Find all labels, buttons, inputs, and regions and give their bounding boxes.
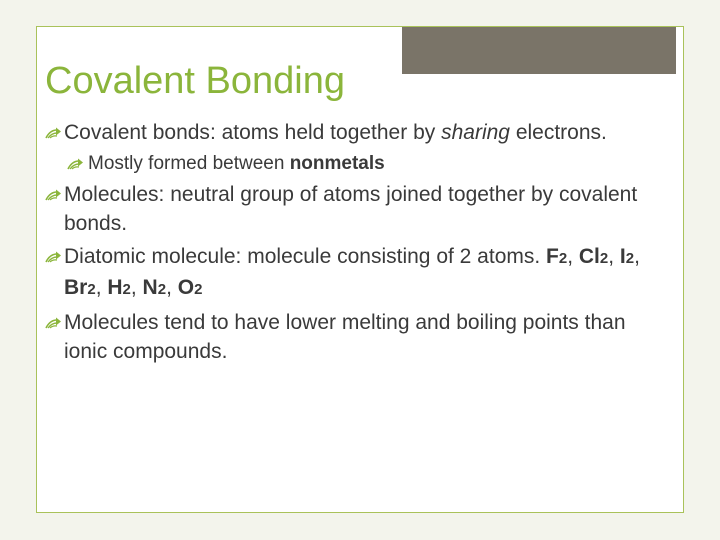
formula-count: 2 bbox=[194, 281, 203, 298]
formula-count: 2 bbox=[157, 281, 167, 298]
term-molecules: Molecules bbox=[64, 183, 159, 206]
formula-symbol: N bbox=[142, 276, 158, 299]
formula-count: 2 bbox=[625, 250, 635, 267]
formula-separator: , bbox=[130, 276, 143, 299]
bullet-text: : neutral group of atoms joined together by covalent bonds. bbox=[64, 183, 638, 235]
bullet-diatomic bbox=[45, 242, 670, 304]
flourish-arrow-icon bbox=[45, 250, 62, 264]
formula-count: 2 bbox=[558, 250, 568, 267]
flourish-arrow-icon bbox=[45, 126, 62, 140]
formula-separator: , bbox=[567, 245, 579, 268]
formula-separator: , bbox=[95, 276, 108, 299]
term-nonmetals: nonmetals bbox=[289, 153, 385, 174]
bullet-molecules bbox=[45, 180, 670, 238]
formula-count: 2 bbox=[599, 250, 609, 267]
decorative-top-bar bbox=[399, 27, 679, 77]
formula-symbol: Br bbox=[64, 276, 88, 299]
formula-symbol: H bbox=[107, 276, 123, 299]
formula-symbol: O bbox=[177, 276, 195, 299]
sub-bullet-nonmetals bbox=[45, 151, 670, 177]
bullet-text: atoms held together by bbox=[215, 121, 442, 144]
bullet-covalent-bonds bbox=[45, 118, 670, 147]
flourish-arrow-icon bbox=[45, 188, 62, 202]
term-covalent-bonds: Covalent bonds bbox=[64, 121, 210, 144]
formula-symbol: F bbox=[546, 245, 559, 268]
formula-count: 2 bbox=[87, 281, 96, 298]
formula-count: 2 bbox=[122, 281, 131, 298]
formula-symbol: I bbox=[619, 245, 626, 268]
emphasis-sharing: sharing bbox=[441, 121, 510, 144]
flourish-arrow-icon bbox=[67, 157, 84, 171]
bullet-text-end: electrons. bbox=[509, 121, 607, 144]
formula-separator: , bbox=[634, 245, 640, 268]
slide-title: Covalent Bonding bbox=[45, 60, 345, 102]
formula-separator: , bbox=[166, 276, 178, 299]
formula-separator: , bbox=[608, 245, 620, 268]
term-colon: : bbox=[209, 121, 216, 144]
formula-symbol: Cl bbox=[578, 245, 600, 268]
sub-bullet-text: Mostly formed between bbox=[88, 153, 290, 174]
bullet-text: Molecules tend to have lower melting and boiling points than ionic compounds. bbox=[64, 311, 626, 363]
flourish-arrow-icon bbox=[45, 316, 62, 330]
bullet-melting-points bbox=[45, 308, 670, 366]
bullet-text: Diatomic molecule: molecule consisting of 2 atoms. bbox=[64, 245, 547, 268]
slide-content bbox=[45, 118, 670, 370]
